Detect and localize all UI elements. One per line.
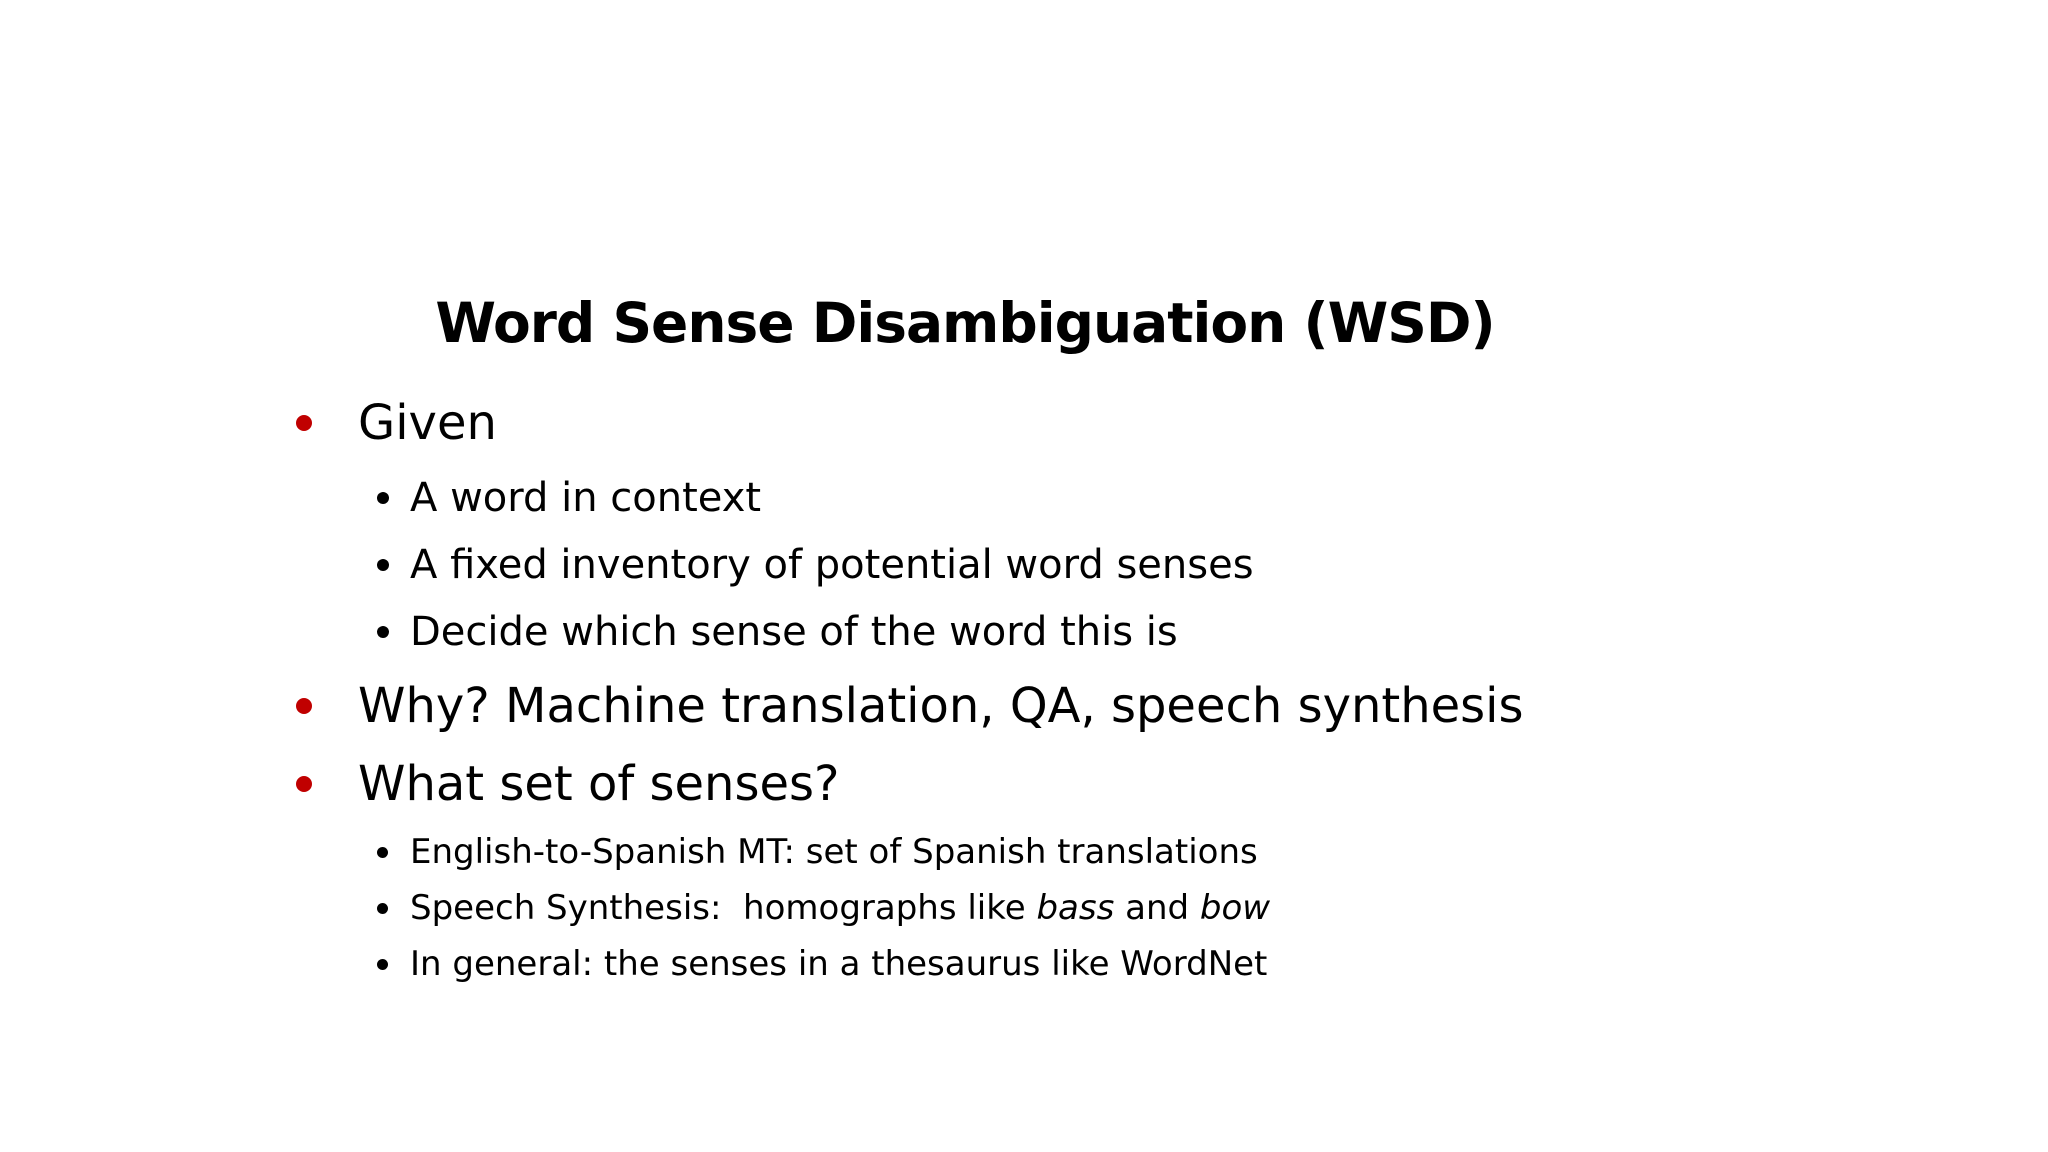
black-bullet-icon: [377, 903, 388, 914]
red-bullet-icon: [296, 776, 312, 792]
black-bullet-icon: [377, 559, 389, 571]
sub-bullet-text-prefix: Speech Synthesis: homographs like: [410, 888, 1037, 928]
sub-bullet-text: English-to-Spanish MT: set of Spanish translations: [410, 832, 1258, 872]
bullet-given: [358, 393, 497, 453]
black-bullet-icon: [377, 626, 389, 638]
sub-bullet-english-spanish: [410, 829, 1258, 875]
sub-bullet-text: A fixed inventory of potential word senses: [410, 542, 1254, 588]
sub-bullet-italic-bow: bow: [1199, 888, 1271, 928]
sub-bullet-text: Decide which sense of the word this is: [410, 609, 1178, 655]
bullet-text: Given: [358, 395, 497, 451]
bullet-why: [358, 676, 1524, 736]
sub-bullet-fixed-inventory: [410, 539, 1254, 591]
black-bullet-icon: [377, 847, 388, 858]
sub-bullet-word-in-context: [410, 472, 761, 524]
bullet-text: Why? Machine translation, QA, speech synthesis: [358, 678, 1524, 734]
sub-bullet-in-general: [410, 941, 1267, 987]
black-bullet-icon: [377, 959, 388, 970]
sub-bullet-speech-synthesis: [410, 885, 1270, 931]
black-bullet-icon: [377, 492, 389, 504]
sub-bullet-text: A word in context: [410, 475, 762, 521]
red-bullet-icon: [296, 698, 312, 714]
bullet-text: What set of senses?: [358, 756, 840, 812]
bullet-what-set: [358, 754, 840, 814]
sub-bullet-text-middle: and: [1114, 888, 1200, 928]
sub-bullet-italic-bass: bass: [1036, 888, 1115, 928]
slide-title: Word Sense Disambiguation (WSD): [435, 291, 1495, 355]
sub-bullet-decide-sense: [410, 606, 1178, 658]
red-bullet-icon: [296, 415, 312, 431]
sub-bullet-text: In general: the senses in a thesaurus like WordNet: [410, 944, 1268, 984]
